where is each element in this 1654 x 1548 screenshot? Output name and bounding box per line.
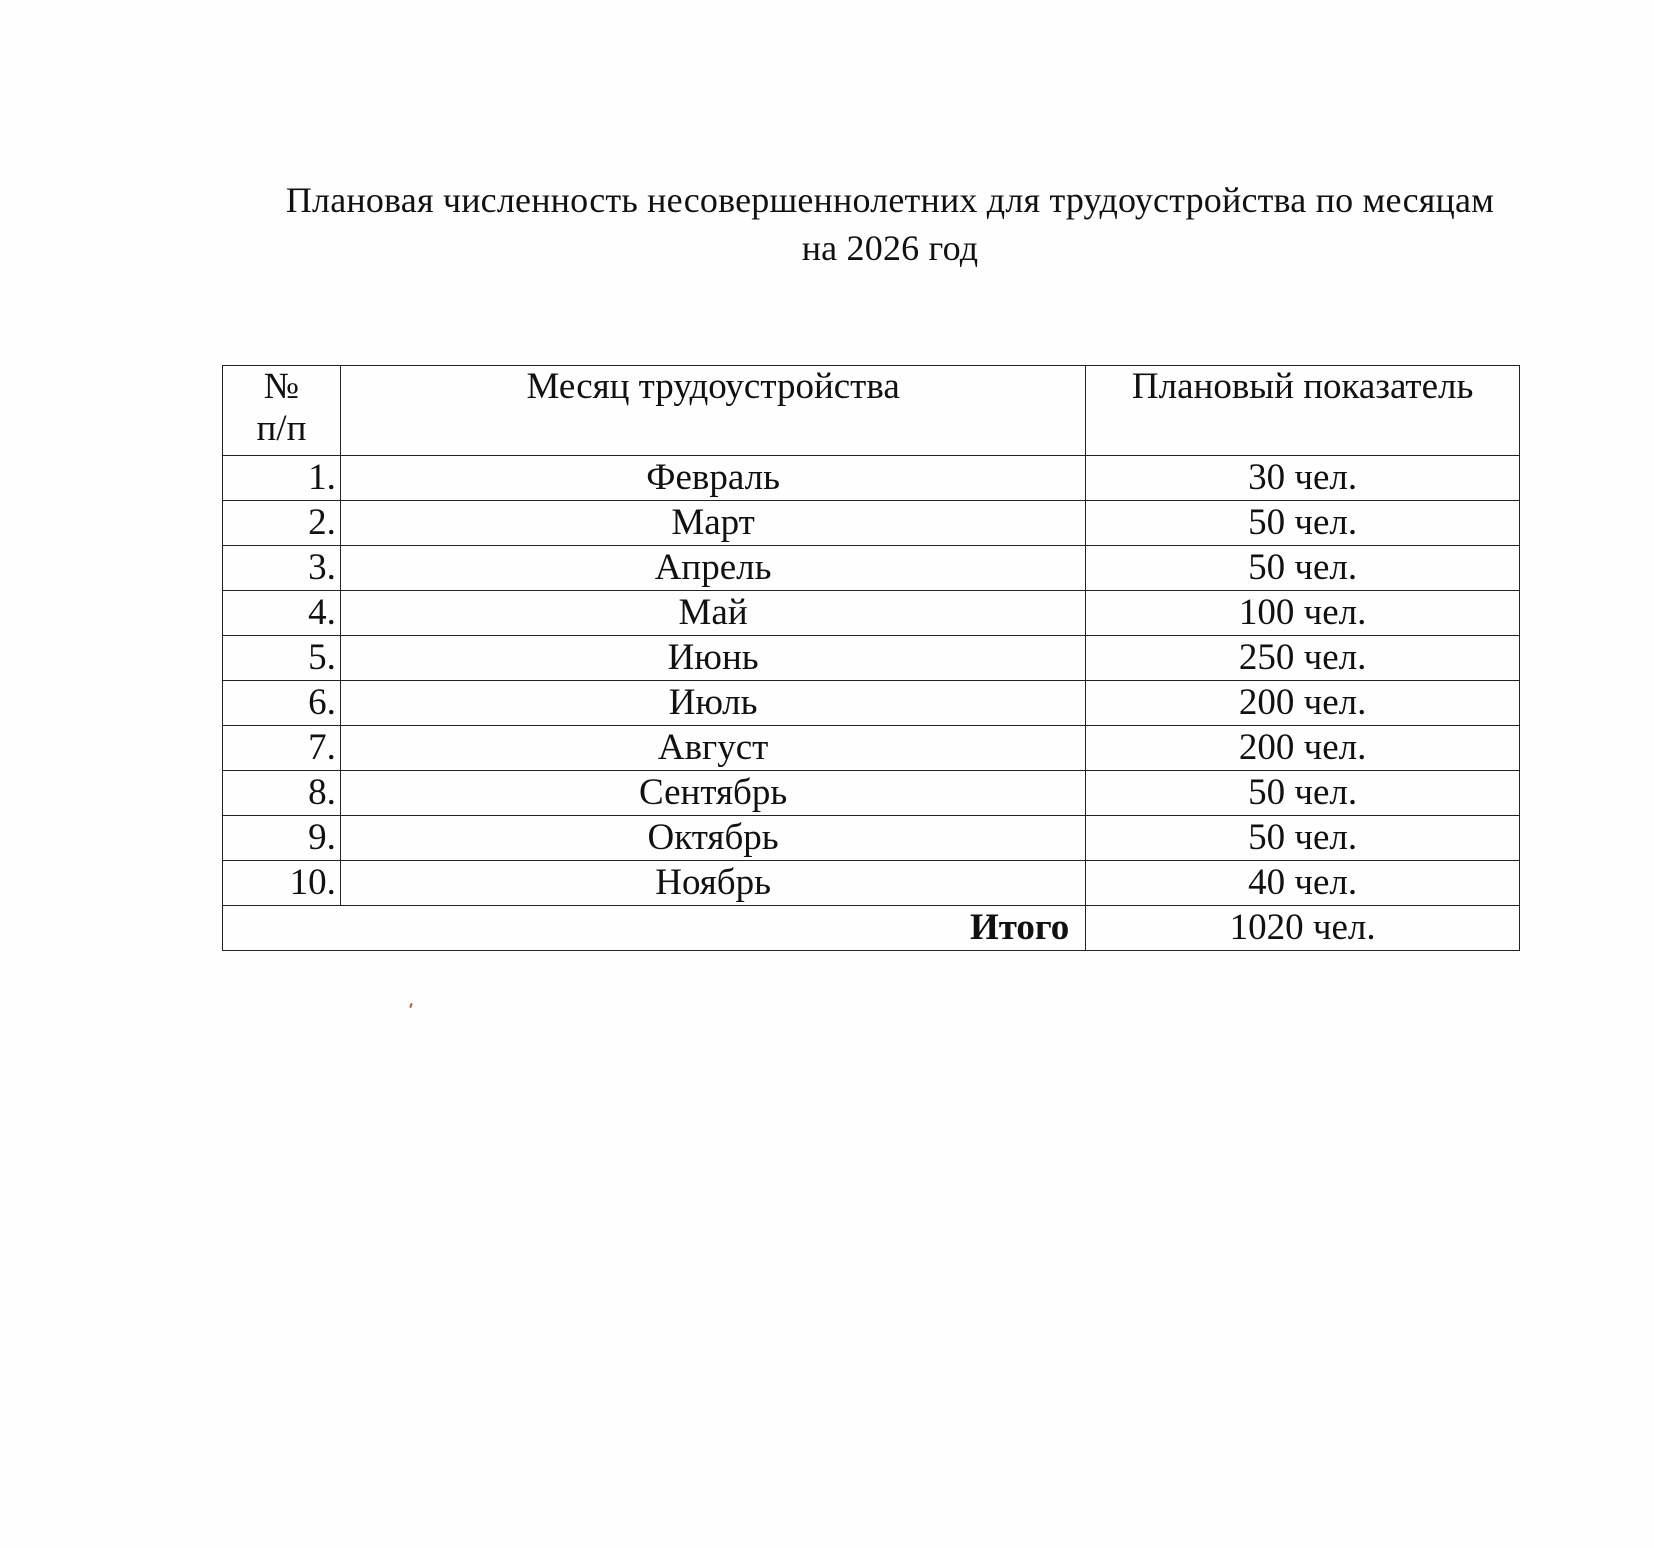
title-line-1: Плановая численность несовершеннолетних для трудоустройства по месяцам [285,180,1495,220]
table-row [223,816,1520,861]
row-plan: 30 чел. [1086,456,1520,501]
plan-table [222,365,1520,951]
row-number: 9. [223,816,341,861]
table-header-row [223,366,1520,456]
row-plan: 50 чел. [1086,546,1520,591]
header-number-line-1: № [263,366,300,407]
row-number: 8. [223,771,341,816]
row-month: Апрель [340,546,1085,591]
table-row [223,681,1520,726]
row-plan: 100 чел. [1086,591,1520,636]
table-row [223,636,1520,681]
row-number: 4. [223,591,341,636]
header-number [223,366,341,456]
document-title [180,176,1600,272]
row-number: 6. [223,681,341,726]
total-plan: 1020 чел. [1086,906,1520,951]
row-plan: 50 чел. [1086,771,1520,816]
row-month: Июнь [340,636,1085,681]
table-row [223,861,1520,906]
row-number: 5. [223,636,341,681]
title-line-2: на 2026 год [801,228,979,268]
row-month: Ноябрь [340,861,1085,906]
row-number: 2. [223,501,341,546]
header-plan: Плановый показатель [1086,366,1520,456]
row-number: 1. [223,456,341,501]
row-month: Февраль [340,456,1085,501]
row-month: Октябрь [340,816,1085,861]
row-plan: 200 чел. [1086,681,1520,726]
table-row [223,501,1520,546]
row-number: 3. [223,546,341,591]
row-month: Март [340,501,1085,546]
row-plan: 50 чел. [1086,816,1520,861]
table-row [223,726,1520,771]
row-month: Май [340,591,1085,636]
total-label: Итого [223,906,1086,951]
row-plan: 50 чел. [1086,501,1520,546]
row-plan: 40 чел. [1086,861,1520,906]
scan-speck [409,1003,413,1008]
table-row [223,546,1520,591]
table-total-row [223,906,1520,951]
row-plan: 250 чел. [1086,636,1520,681]
row-month: Июль [340,681,1085,726]
row-plan: 200 чел. [1086,726,1520,771]
header-number-line-2: п/п [256,408,307,449]
row-month: Сентябрь [340,771,1085,816]
header-month: Месяц трудоустройства [340,366,1085,456]
table-row [223,456,1520,501]
row-number: 10. [223,861,341,906]
row-month: Август [340,726,1085,771]
table-row [223,771,1520,816]
row-number: 7. [223,726,341,771]
table-row [223,591,1520,636]
